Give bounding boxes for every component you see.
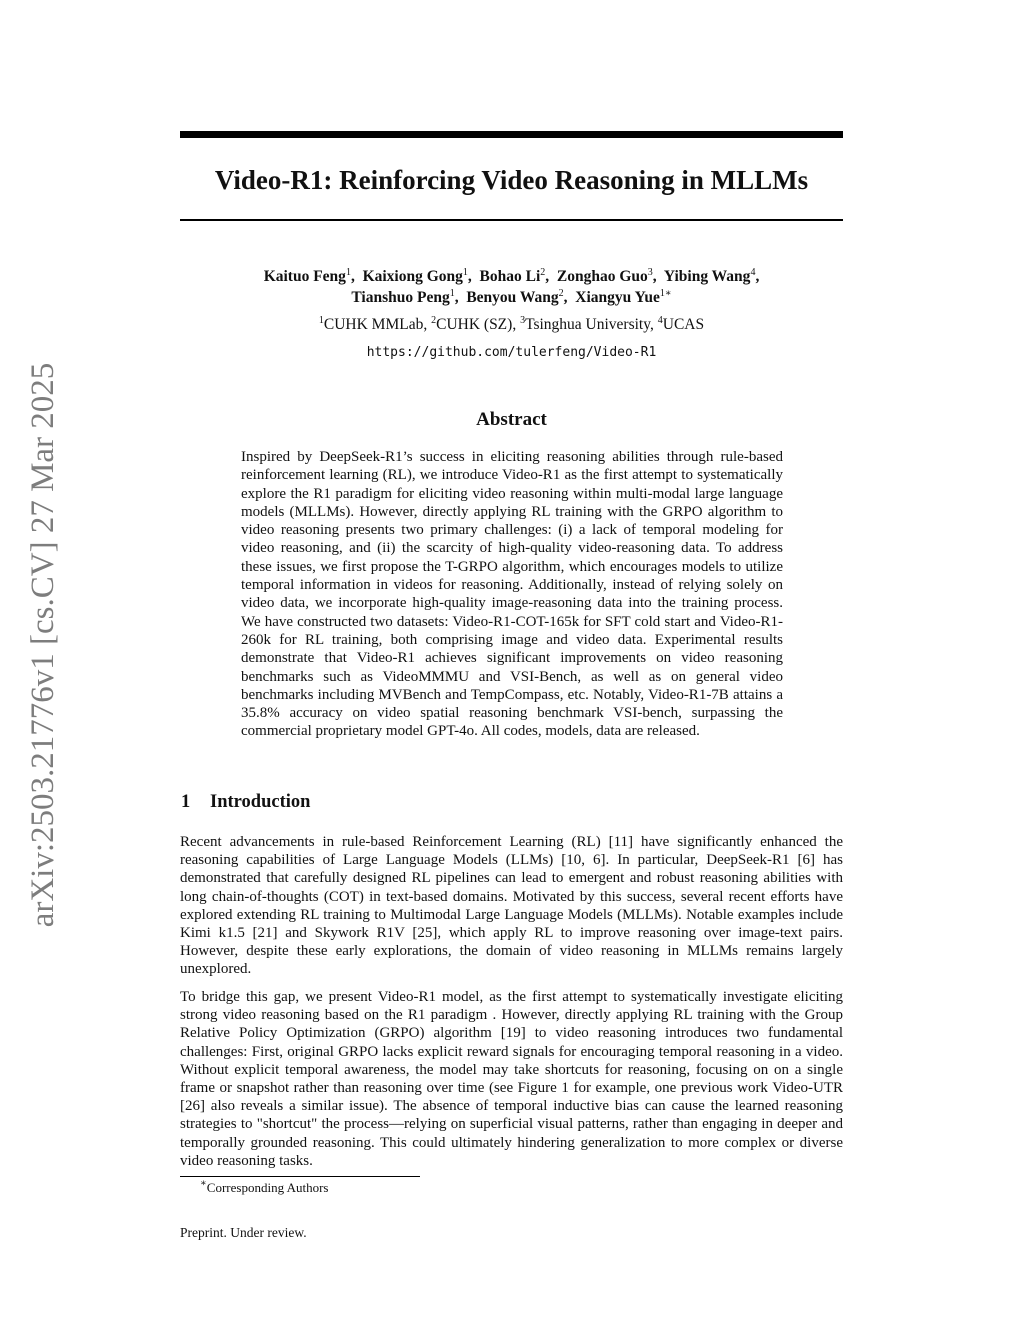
title-bottom-rule [180, 219, 843, 221]
affiliation: $^1$CUHK MMLab [318, 315, 424, 333]
affiliations: $^1$CUHK MMLab, $^2$CUHK (SZ), $^3$Tsinghua University, $^4$UCAS [318, 315, 705, 333]
section-title: Introduction [210, 792, 311, 812]
abstract-heading: Abstract [476, 409, 547, 430]
abstract-text: Inspired by DeepSeek-R1’s success in eliciting reasoning abilities through rule-based reinforcement learning (RL), we introduce Video-R1 as the first attempt to systematically explore the R1 paradigm for eliciting video reasoning within multi-modal large language models (MLLMs). However, directly applying RL training with the GRPO algorithm to video reasoning presents two primary challenges: (i) a lack of temporal modeling for video reasoning, and (ii) the scarcity of high-quality video-reasoning data. To address these issues, we first propose the T-GRPO algorithm, which encourages models to utilize temporal information in videos for reasoning. Additionally, instead of relying solely on video data, we incorporate high-quality image-reasoning data into the training process. We have constructed two datasets: Video-R1-COT-165k for SFT cold start and Video-R1-260k for RL training, both comprising image and video data. Experimental results demonstrate that Video-R1 achieves significant improvements on video reasoning benchmarks such as VideoMMMU and VSI-Bench, as well as on general video benchmarks including MVBench and TempCompass, etc. Notably, Video-R1-7B attains a 35.8% accuracy on video spatial reasoning benchmark VSI-bench, surpassing the commercial proprietary model GPT-4o. All codes, models, data are released. [241, 449, 783, 740]
author: Zonghao Guo$^3$ [556, 267, 653, 285]
section-number: 1 [181, 792, 191, 812]
affiliation: $^2$CUHK (SZ) [431, 315, 513, 333]
author: Tianshuo Peng$^1$ [351, 288, 455, 306]
author: Bohao Li$^2$ [479, 267, 546, 285]
preprint-footer: Preprint. Under review. [180, 1225, 307, 1240]
project-url[interactable]: https://github.com/tulerfeng/Video-R1 [366, 345, 657, 360]
paper-title: Video-R1: Reinforcing Video Reasoning in MLLMs [214, 165, 809, 195]
title-top-rule [180, 131, 843, 138]
author: Yibing Wang$^4$ [663, 267, 756, 285]
author-list: Kaituo Feng$^1$, Kaixiong Gong$^1$, Bohao Li$^2$, Zonghao Guo$^3$, Yibing Wang$^4$, Tianshuo Peng$^1$, Benyou Wang$^2$, Xiangyu Yue$^{1∗}$ [263, 267, 760, 306]
arxiv-identifier: arXiv:2503.21776v1 [cs.CV] 27 Mar 2025 [25, 362, 61, 928]
section-heading [181, 790, 781, 814]
affiliation: $^3$Tsinghua University [520, 315, 650, 333]
intro-paragraph-2: To bridge this gap, we present Video-R1 model, as the first attempt to systematically investigate eliciting strong video reasoning based on the R1 paradigm . However, directly applying RL training with the Group Relative Policy Optimization (GRPO) algorithm [19] to video reasoning introduces two fundamental challenges: First, original GRPO lacks explicit reward signals for encouraging temporal reasoning in a video. Without explicit temporal awareness, the model may take shortcuts for reasoning, focusing on on a single frame or snapshot rather than reasoning over time (see Figure 1 for example, one previous work Video-UTR [26] also reveals a similar issue). The absence of temporal inductive bias can cause the learned reasoning strategies to "shortcut" the process—relying on superficial visual patterns, rather than engaging in deeper and temporally grounded reasoning. This could ultimately hindering generalization to more complex or diverse video reasoning tasks. [180, 989, 843, 1169]
footnote-rule [180, 1176, 420, 1177]
author: Kaituo Feng$^1$ [263, 267, 351, 285]
affiliation: $^4$UCAS [657, 315, 705, 333]
author: Xiangyu Yue$^{1∗}$ [575, 288, 672, 306]
intro-paragraph-1: Recent advancements in rule-based Reinforcement Learning (RL) [11] have significantly enhanced the reasoning capabilities of Large Language Models (LLMs) [10, 6]. In particular, DeepSeek-R1 [6] has demonstrated that carefully designed RL pipelines can lead to emergent and robust reasoning abilities with long chain-of-thoughts (COT) in text-based domains. Motivated by this success, several recent efforts have explored extending RL training to Multimodal Large Language Models (MLLMs). Notable examples include Kimi k1.5 [21] and Skywork R1V [25], which apply RL to improve reasoning over image-text pairs. However, despite these early explorations, the domain of video reasoning in MLLMs remains largely unexplored. [180, 834, 843, 978]
author: Benyou Wang$^2$ [466, 288, 564, 306]
footnote: ∗Corresponding Authors [200, 1178, 329, 1195]
author: Kaixiong Gong$^1$ [362, 267, 468, 285]
